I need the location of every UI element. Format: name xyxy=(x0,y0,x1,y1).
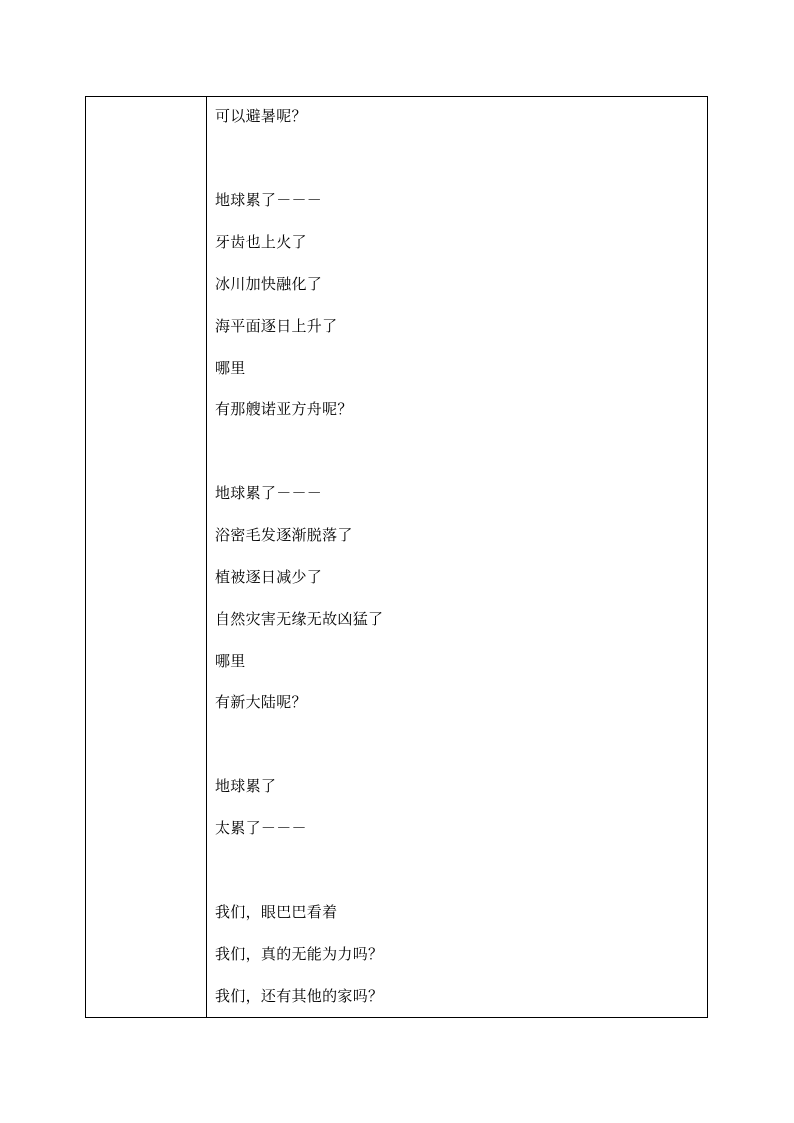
table-left-cell xyxy=(86,97,207,1017)
poem-line: 有那艘诺亚方舟呢？ xyxy=(215,400,353,418)
poem-line: 可以避暑呢？ xyxy=(215,107,307,125)
poem-line: 我们，还有其他的家吗？ xyxy=(215,987,384,1005)
poem-line: 海平面逐日上升了 xyxy=(215,317,338,335)
poem-line: 哪里 xyxy=(215,652,246,670)
poem-line: 哪里 xyxy=(215,359,246,377)
poem-line: 植被逐日减少了 xyxy=(215,568,323,586)
poem-line: 地球累了－－－ xyxy=(215,484,323,502)
poem-line: 有新大陆呢？ xyxy=(215,693,307,711)
poem-line: 地球累了－－－ xyxy=(215,191,323,209)
poem-line: 地球累了 xyxy=(215,777,277,795)
poem-line: 自然灾害无缘无故凶猛了 xyxy=(215,610,384,628)
poem-line: 太累了－－－ xyxy=(215,819,307,837)
poem-line: 牙齿也上火了 xyxy=(215,233,307,251)
poem-line: 冰川加快融化了 xyxy=(215,275,323,293)
poem-line: 浴密毛发逐渐脱落了 xyxy=(215,526,353,544)
poem-line: 我们，眼巴巴看着 xyxy=(215,903,338,921)
content-table xyxy=(85,96,708,1018)
poem-line: 我们，真的无能为力吗？ xyxy=(215,945,384,963)
